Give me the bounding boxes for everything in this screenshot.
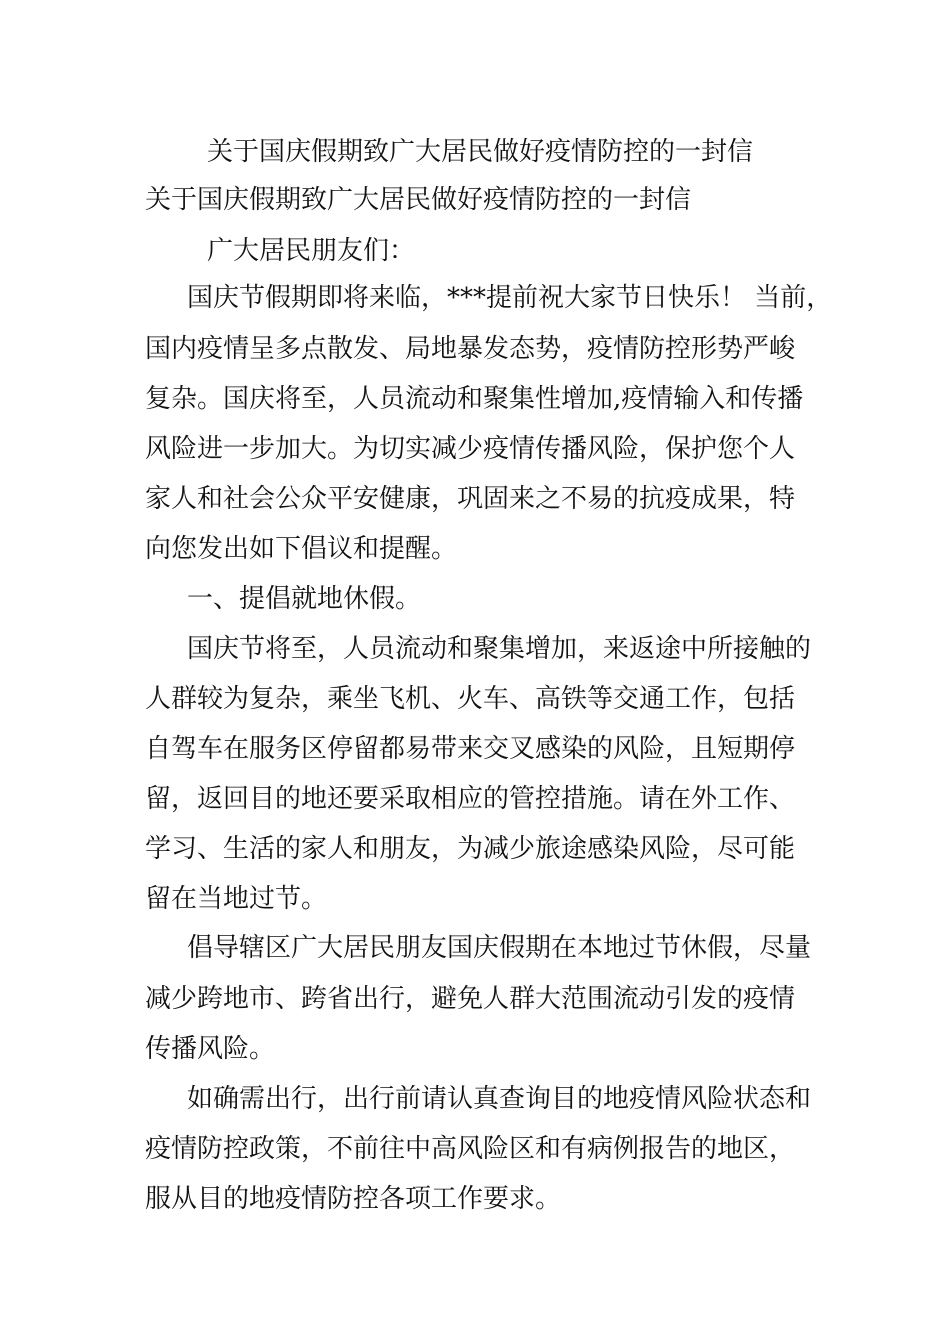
paragraph-4-line: 服从目的地疫情防控各项工作要求。 xyxy=(145,1184,562,1214)
paragraph-1-line: 向您发出如下倡议和提醒。 xyxy=(145,534,458,564)
paragraph-2-line: 自驾车在服务区停留都易带来交叉感染的风险，且短期停 xyxy=(145,734,796,764)
salutation: 广大居民朋友们： xyxy=(207,236,416,266)
paragraph-2-line: 人群较为复杂，乘坐飞机、火车、高铁等交通工作，包括 xyxy=(145,684,796,714)
paragraph-2-line: 学习、生活的家人和朋友，为减少旅途感染风险，尽可能 xyxy=(145,834,796,864)
paragraph-3-line: 倡导辖区广大居民朋友国庆假期在本地过节休假，尽量 xyxy=(187,933,812,963)
document-subtitle: 关于国庆假期致广大居民做好疫情防控的一封信 xyxy=(145,185,692,215)
paragraph-4-line: 如确需出行，出行前请认真查询目的地疫情风险状态和 xyxy=(187,1084,812,1114)
paragraph-1-line: 国庆节假期即将来临，***提前祝大家节日快乐！ 当前， xyxy=(187,283,833,313)
paragraph-2-line: 留，返回目的地还要采取相应的管控措施。请在外工作、 xyxy=(145,784,796,814)
paragraph-1-line: 风险进一步加大。为切实减少疫情传播风险，保护您个人 xyxy=(145,434,796,464)
paragraph-1-line: 家人和社会公众平安健康，巩固来之不易的抗疫成果，特 xyxy=(145,484,796,514)
paragraph-2-line: 留在当地过节。 xyxy=(145,884,328,914)
paragraph-1-line: 国内疫情呈多点散发、局地暴发态势，疫情防控形势严峻 xyxy=(145,334,796,364)
paragraph-3-line: 减少跨地市、跨省出行，避免人群大范围流动引发的疫情 xyxy=(145,984,796,1014)
document-title: 关于国庆假期致广大居民做好疫情防控的一封信 xyxy=(207,137,754,167)
paragraph-3-line: 传播风险。 xyxy=(145,1034,276,1064)
paragraph-2-line: 国庆节将至，人员流动和聚集增加，来返途中所接触的 xyxy=(187,634,812,664)
paragraph-1-line: 复杂。国庆将至，人员流动和聚集性增加,疫情输入和传播 xyxy=(145,384,804,414)
section-1-heading: 一、提倡就地休假。 xyxy=(187,584,422,614)
paragraph-4-line: 疫情防控政策，不前往中高风险区和有病例报告的地区， xyxy=(145,1134,796,1164)
